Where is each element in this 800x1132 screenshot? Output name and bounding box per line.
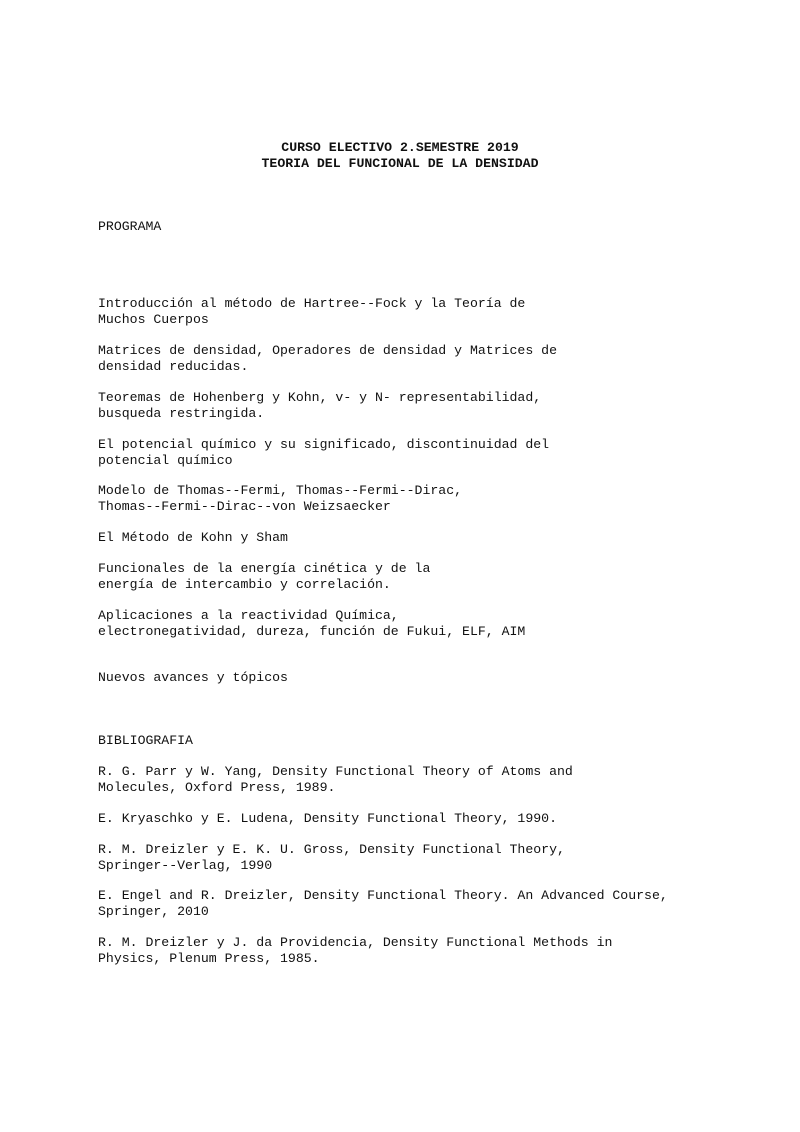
reference-line: Physics, Plenum Press, 1985. [98, 951, 320, 966]
topic-line: Introducción al método de Hartree--Fock y la Teoría de [98, 296, 526, 311]
reference-line: R. M. Dreizler y E. K. U. Gross, Density Functional Theory, [98, 842, 565, 857]
topic-line: potencial químico [98, 453, 233, 468]
topic-line: Muchos Cuerpos [98, 312, 209, 327]
reference-line: E. Engel and R. Dreizler, Density Functional Theory. An Advanced Course, [98, 888, 668, 903]
topic-line: electronegatividad, dureza, función de Fukui, ELF, AIM [98, 624, 526, 639]
topic-line: energía de intercambio y correlación. [98, 577, 391, 592]
topic-line: Thomas--Fermi--Dirac--von Weizsaecker [98, 499, 391, 514]
topic-line: Funcionales de la energía cinética y de la [98, 561, 431, 576]
topic-line: busqueda restringida. [98, 406, 265, 421]
topic-line: densidad reducidas. [98, 359, 249, 374]
reference-line: R. M. Dreizler y J. da Providencia, Density Functional Methods in [98, 935, 613, 950]
topic-line: Aplicaciones a la reactividad Química, [98, 608, 399, 623]
reference-line: Molecules, Oxford Press, 1989. [98, 780, 336, 795]
topic-line: Nuevos avances y tópicos [98, 670, 288, 685]
programa-heading: PROGRAMA [98, 219, 162, 234]
topic-line: Teoremas de Hohenberg y Kohn, v- y N- representabilidad, [98, 390, 542, 405]
topic-line: El potencial químico y su significado, discontinuidad del [98, 437, 550, 452]
reference-line: Springer, 2010 [98, 904, 209, 919]
topic-line: Matrices de densidad, Operadores de densidad y Matrices de [98, 343, 557, 358]
topic-line: El Método de Kohn y Sham [98, 530, 288, 545]
reference-line: Springer--Verlag, 1990 [98, 858, 273, 873]
title-line-1: CURSO ELECTIVO 2.SEMESTRE 2019 [281, 140, 519, 155]
reference-line: E. Kryaschko y E. Ludena, Density Functional Theory, 1990. [98, 811, 557, 826]
title-line-2: TEORIA DEL FUNCIONAL DE LA DENSIDAD [261, 156, 539, 171]
reference-line: R. G. Parr y W. Yang, Density Functional Theory of Atoms and [98, 764, 573, 779]
topic-line: Modelo de Thomas--Fermi, Thomas--Fermi--Dirac, [98, 483, 463, 498]
bibliografia-heading: BIBLIOGRAFIA [98, 733, 193, 748]
